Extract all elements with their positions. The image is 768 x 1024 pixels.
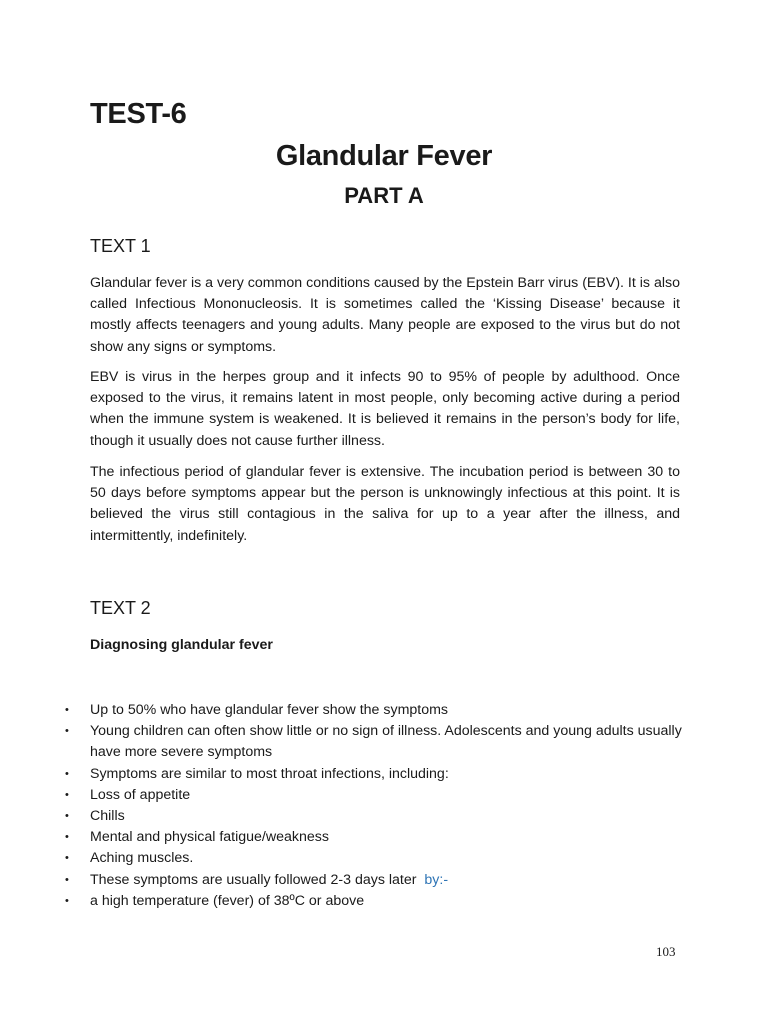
bullet-icon: • — [65, 725, 69, 738]
list-item-text: Up to 50% who have glandular fever show the symptoms — [90, 702, 449, 718]
part-heading: PART A — [344, 183, 424, 208]
list-item — [65, 721, 690, 763]
text1-paragraph-2: EBV is virus in the herpes group and it infects 90 to 95% of people by adulthood. Once exposed to the virus, it remains latent in most people, only becoming active during a period when the immune system is weakened. It is believed it remains in the person’s body for life, though it usually does not cause further illness. — [90, 369, 680, 449]
list-item-text: Aching muscles. — [90, 850, 194, 867]
bullet-icon: • — [65, 852, 69, 865]
text1-paragraph-1: Glandular fever is a very common conditions caused by the Epstein Barr virus (EBV). It is also called Infectious Mononucleosis. It is sometimes called the ‘Kissing Disease’ because it mostly affects teenagers and young adults. Many people are exposed to the virus but do not show any signs or symptoms. — [90, 275, 680, 355]
bullet-icon: • — [65, 831, 69, 844]
list-item-text: Symptoms are similar to most throat infections, including: — [90, 765, 449, 782]
list-item — [65, 870, 690, 891]
page-number: 103 — [656, 944, 676, 959]
list-item-text: a high temperature (fever) of 38ºC or above — [90, 892, 365, 909]
bullet-icon: • — [65, 767, 69, 780]
by-link-text: by:- — [424, 871, 449, 888]
list-item — [65, 848, 690, 869]
bullet-icon: • — [65, 873, 69, 886]
list-item — [65, 785, 690, 806]
bullet-icon: • — [65, 704, 69, 716]
list-item — [65, 764, 690, 785]
text2-heading: TEXT 2 — [90, 598, 151, 618]
list-item-text: Loss of appetite — [90, 786, 191, 803]
list-item — [65, 891, 690, 912]
text2-subheading: Diagnosing glandular fever — [90, 637, 273, 653]
bullet-icon: • — [65, 894, 69, 907]
list-item — [65, 806, 690, 827]
text1-paragraph-3: The infectious period of glandular fever is extensive. The incubation period is between 30 to 50 days before symptoms appear but the person is unknowingly infectious at this point. It is believed the virus still contagious in the saliva for up to a year after the illness, and intermittently, indefinitely. — [90, 464, 680, 544]
bullet-icon: • — [65, 810, 69, 823]
text1-heading: TEXT 1 — [90, 236, 151, 256]
list-item-text: Young children can often show little or no sign of illness. Adolescents and young adults usually have more severe symptoms — [90, 723, 682, 761]
list-item — [65, 827, 690, 848]
list-item-text: Mental and physical fatigue/weakness — [90, 829, 329, 846]
list-item — [65, 700, 690, 721]
list-item-text: Chills — [90, 808, 125, 825]
bullet-icon: • — [65, 788, 69, 801]
test-label: TEST-6 — [90, 98, 187, 130]
page-title: Glandular Fever — [275, 140, 493, 172]
symptoms-list — [65, 700, 690, 912]
list-item-text: These symptoms are usually followed 2-3 days later — [90, 871, 417, 888]
